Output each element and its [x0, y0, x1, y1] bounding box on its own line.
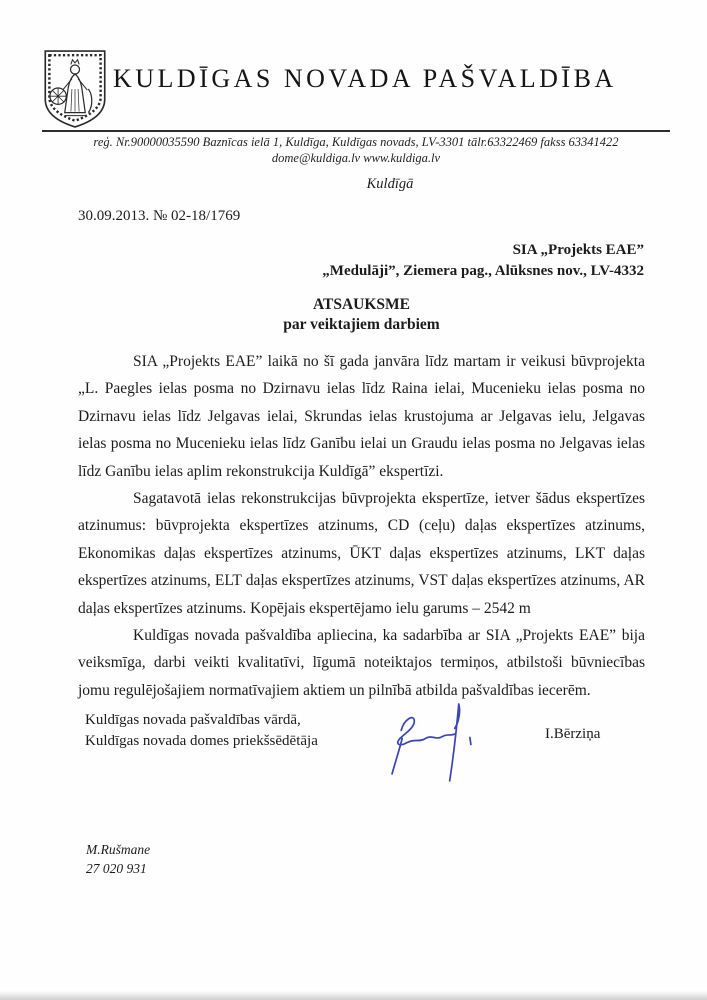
- body-paragraph-1: SIA „Projekts EAE” laikā no šī gada janvāra līdz martam ir veikusi būvprojekta „L. Paegles ielas posma no Dzirnavu ielas līdz Raina ielai, Mucenieku ielas posma no Dzirnavu ielas līdz Jelgavas ielai, Skrundas ielas krustojuma ar Jelgavas ielu, Jelgavas ielas posma no Mucenieku ielas līdz Ganību ielai un Graudu ielas posma no Jelgavas ielas līdz Ganību ielas aplim rekonstrukcija Kuldīgā” ekspertīzi.: [78, 353, 645, 480]
- signatory-role-line1: Kuldīgas novada pašvaldības vārdā,: [85, 712, 301, 728]
- email-website-line: dome@kuldiga.lv www.kuldiga.lv: [271, 151, 441, 165]
- recipient-address: „Medulāji”, Ziemera pag., Alūksnes nov., LV-4332: [322, 262, 644, 279]
- signature-ink-icon: [380, 692, 488, 788]
- footer-contact-phone: 27 020 931: [86, 860, 147, 876]
- organization-name: KULDĪGAS NOVADA PAŠVALDĪBA: [113, 64, 617, 93]
- title-line1: ATSAUKSME: [312, 296, 411, 313]
- signatory-role-line2: Kuldīgas novada domes priekšsēdētāja: [85, 732, 318, 749]
- date-and-reference-number: 30.09.2013. № 02-18/1769: [78, 208, 241, 224]
- signatory-role-block: [85, 710, 318, 751]
- footer-contact-block: [86, 841, 150, 878]
- footer-contact-person: M.Rušmane: [86, 842, 151, 857]
- document-title: [78, 295, 645, 335]
- coat-of-arms-icon: [40, 48, 110, 130]
- title-line2: par veiktajiem darbiem: [283, 316, 440, 333]
- recipient-company: SIA „Projekts EAE”: [512, 242, 644, 258]
- recipient-block: [322, 240, 644, 281]
- body-paragraph-3: Kuldīgas novada pašvaldība apliecina, ka sadarbība ar SIA „Projekts EAE” bija veiksmīga, darbi veikti kvalitatīvi, līgumā noteiktajos termiņos, atbilstoši būvniecības jomu regulējošajiem normatīvajiem aktiem un pilnībā atbilda pašvaldības iecerēm.: [78, 627, 645, 699]
- letterhead-divider: [42, 130, 670, 132]
- signer-name: I.Bērziņa: [545, 726, 601, 742]
- place-line: Kuldīgā: [366, 176, 414, 192]
- body-paragraph-2: Sagatavotā ielas rekonstrukcijas būvprojekta ekspertīze, ietver šādus ekspertīzes atzinumus: būvprojekta ekspertīzes atzinums, CD (ceļu) daļas ekspertīzes atzinums, Ekonomikas daļas ekspertīzes atzinums, ŪKT daļas ekspertīzes atzinums, LKT daļas ekspertīzes atzinums, ELT daļas ekspertīzes atzinums, VST daļas ekspertīzes atzinums, AR daļas ekspertīzes atzinums. Kopējais ekspertējamo ielu garums – 2542 m: [78, 490, 645, 617]
- letter-body: [78, 348, 645, 704]
- registration-address-line: reģ. Nr.90000035590 Baznīcas ielā 1, Kuldīga, Kuldīgas novads, LV-3301 tālr.63322469 fakss 63341422: [93, 135, 619, 149]
- scan-edge-shadow: [0, 991, 707, 1000]
